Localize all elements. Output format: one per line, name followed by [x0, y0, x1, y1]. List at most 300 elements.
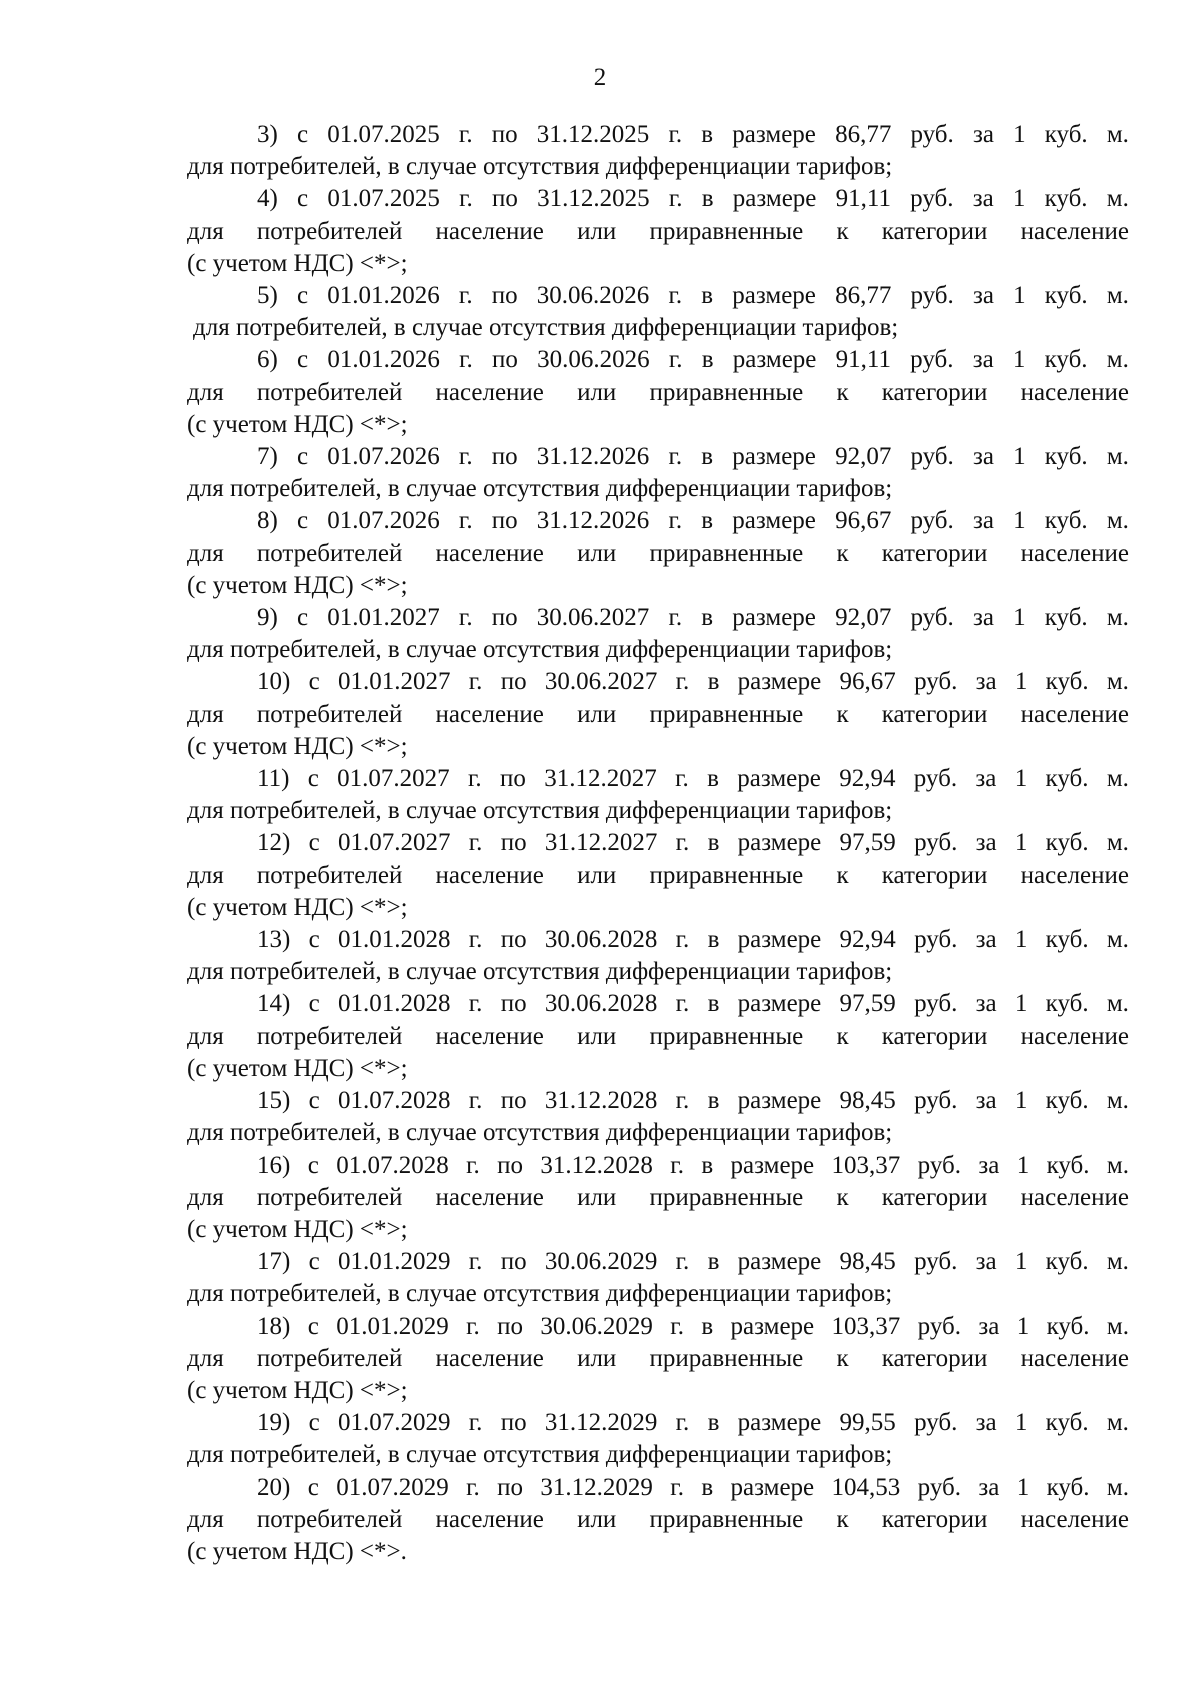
word: или — [577, 378, 617, 406]
word: к — [836, 539, 849, 567]
word: для — [187, 1022, 224, 1050]
word: куб. — [1044, 282, 1088, 310]
word: с — [296, 443, 309, 471]
word: с — [307, 1473, 319, 1501]
tariff-item-line: (с учетом НДС) <*>; — [187, 1054, 408, 1082]
word: г. — [675, 926, 690, 954]
word: руб. — [917, 1473, 961, 1501]
word: население — [435, 539, 544, 567]
word: 30.06.2028 — [544, 990, 658, 1018]
word: размере — [730, 1151, 815, 1179]
tariff-item-first-line — [187, 183, 1129, 215]
word: 31.12.2029 — [540, 1473, 653, 1501]
word: куб. — [1045, 829, 1089, 857]
word: 9) — [257, 604, 278, 632]
word: 1 — [1014, 1409, 1028, 1437]
word: потребителей — [256, 1344, 403, 1372]
word: 10) — [257, 668, 291, 696]
tariff-item-line — [187, 377, 1129, 409]
word: г. — [468, 829, 483, 857]
tariff-item-line: для потребителей, в случае отсутствия дифференциации тарифов; — [187, 636, 893, 664]
word: к — [836, 1183, 849, 1211]
word: размере — [737, 1409, 822, 1437]
word: за — [972, 346, 994, 374]
word: за — [972, 604, 994, 632]
word: 15) — [257, 1087, 291, 1115]
word: г. — [668, 346, 683, 374]
word: г. — [468, 990, 483, 1018]
word: с — [297, 346, 309, 374]
word: потребителей — [256, 861, 403, 889]
word: или — [577, 217, 617, 245]
word: с — [308, 829, 320, 857]
word: размере — [737, 1248, 822, 1276]
tariff-item-line — [187, 1182, 1129, 1214]
tariff-item — [187, 280, 1129, 344]
word: население — [1020, 1505, 1129, 1533]
word: куб. — [1046, 1312, 1090, 1340]
word: г. — [458, 121, 473, 148]
word: г. — [468, 1409, 483, 1437]
word: 31.12.2028 — [544, 1087, 658, 1115]
word: население — [1020, 700, 1129, 728]
word: 01.01.2028 — [337, 926, 451, 954]
word: куб. — [1044, 507, 1088, 535]
word: 1 — [1013, 121, 1026, 148]
word: г. — [670, 1312, 684, 1340]
word: м. — [1106, 1087, 1129, 1115]
word: население — [1020, 378, 1129, 406]
word: по — [491, 443, 518, 471]
tariff-item — [187, 183, 1129, 280]
word: в — [707, 1248, 720, 1276]
word: 01.01.2029 — [337, 1248, 451, 1276]
word: руб. — [910, 507, 954, 535]
word: по — [500, 1409, 527, 1437]
word: м. — [1106, 121, 1129, 148]
word: руб. — [910, 282, 954, 310]
word: 19) — [257, 1409, 291, 1437]
word: г. — [468, 1248, 483, 1276]
word: г. — [668, 185, 683, 213]
word: 1 — [1014, 668, 1028, 696]
word: в — [707, 1087, 720, 1115]
word: размере — [737, 926, 822, 954]
word: с — [296, 282, 309, 310]
tariff-item-first-line — [187, 1085, 1129, 1117]
word: за — [975, 1248, 997, 1276]
tariff-item — [187, 763, 1129, 827]
word: куб. — [1045, 1087, 1089, 1115]
word: для — [187, 1505, 224, 1533]
word: к — [836, 1022, 849, 1050]
word: м. — [1106, 346, 1129, 374]
word: по — [491, 121, 518, 148]
word: приравненные — [649, 861, 804, 889]
word: размере — [732, 185, 817, 213]
word: потребителей — [256, 700, 403, 728]
word: 01.07.2027 — [337, 829, 451, 857]
word: г. — [468, 1087, 483, 1115]
word: за — [978, 1312, 1000, 1340]
word: 98,45 — [839, 1248, 896, 1276]
word: 1 — [1013, 507, 1026, 535]
word: руб. — [914, 668, 958, 696]
word: г. — [458, 507, 473, 535]
word: в — [701, 185, 714, 213]
word: категории — [881, 700, 988, 728]
tariff-item-line: для потребителей, в случае отсутствия дифференциации тарифов; — [187, 153, 893, 181]
word: 01.07.2026 — [327, 443, 440, 471]
word: 31.12.2029 — [544, 1409, 658, 1437]
word: руб. — [917, 1151, 961, 1179]
word: население — [435, 861, 544, 889]
word: с — [307, 1312, 319, 1340]
word: категории — [881, 1344, 988, 1372]
tariff-item — [187, 602, 1129, 666]
word: население — [1020, 217, 1129, 245]
word: руб. — [914, 926, 958, 954]
word: за — [972, 185, 994, 213]
word: по — [500, 1087, 527, 1115]
word: 4) — [257, 185, 278, 213]
tariff-item-line: для потребителей, в случае отсутствия дифференциации тарифов; — [187, 1441, 893, 1469]
word: 30.06.2026 — [536, 282, 650, 310]
tariff-item-first-line — [187, 988, 1129, 1020]
word: г. — [459, 185, 473, 213]
tariff-item-line: (с учетом НДС) <*>; — [187, 1376, 408, 1404]
word: за — [975, 765, 997, 793]
tariff-item-line — [187, 1504, 1129, 1536]
word: размере — [732, 443, 816, 471]
word: куб. — [1045, 1248, 1089, 1276]
word: 16) — [257, 1151, 291, 1179]
word: с — [296, 121, 309, 148]
word: категории — [881, 1183, 988, 1211]
word: м. — [1106, 1248, 1129, 1276]
word: г. — [458, 604, 473, 632]
word: в — [701, 282, 714, 310]
word: по — [497, 1151, 524, 1179]
word: или — [577, 861, 617, 889]
word: 31.12.2025 — [537, 185, 650, 213]
word: 92,94 — [839, 926, 896, 954]
word: руб. — [910, 604, 954, 632]
word: с — [307, 1151, 319, 1179]
word: м. — [1106, 185, 1129, 213]
word: г. — [668, 121, 683, 148]
word: г. — [668, 604, 683, 632]
word: руб. — [914, 1409, 958, 1437]
word: руб. — [910, 443, 954, 471]
word: 01.01.2029 — [336, 1312, 449, 1340]
word: по — [500, 765, 526, 793]
word: к — [836, 861, 849, 889]
word: к — [836, 378, 849, 406]
tariff-item — [187, 441, 1129, 505]
word: 31.12.2026 — [536, 443, 650, 471]
word: для — [187, 217, 224, 245]
tariff-item — [187, 1311, 1129, 1408]
word: куб. — [1046, 1473, 1090, 1501]
word: г. — [675, 1409, 690, 1437]
word: по — [491, 604, 518, 632]
word: руб. — [917, 1312, 961, 1340]
tariff-item-line: для потребителей, в случае отсутствия дифференциации тарифов; — [187, 1280, 893, 1308]
word: 1 — [1014, 990, 1028, 1018]
tariff-item-line — [187, 860, 1129, 892]
tariff-item-line — [187, 699, 1129, 731]
word: размере — [732, 604, 816, 632]
word: г. — [670, 1473, 684, 1501]
tariff-item-first-line — [187, 119, 1129, 151]
word: 1 — [1016, 1312, 1030, 1340]
word: для — [187, 700, 224, 728]
word: м. — [1106, 604, 1129, 632]
page-number: 2 — [593, 64, 607, 91]
word: за — [975, 990, 997, 1018]
word: размере — [730, 1312, 815, 1340]
word: г. — [675, 765, 689, 793]
tariff-item-line: для потребителей, в случае отсутствия дифференциации тарифов; — [187, 797, 893, 825]
word: население — [435, 1022, 544, 1050]
tariff-item-first-line — [187, 1311, 1129, 1343]
word: 30.06.2026 — [537, 346, 650, 374]
word: г. — [675, 668, 690, 696]
word: м. — [1106, 282, 1129, 310]
word: г. — [675, 829, 690, 857]
word: куб. — [1045, 926, 1089, 954]
word: 5) — [257, 282, 278, 310]
word: с — [308, 990, 320, 1018]
word: 8) — [257, 507, 278, 535]
word: население — [435, 1183, 544, 1211]
word: к — [836, 1344, 849, 1372]
word: в — [707, 926, 720, 954]
word: с — [297, 185, 309, 213]
word: к — [836, 217, 849, 245]
tariff-item — [187, 924, 1129, 988]
word: или — [577, 1183, 617, 1211]
word: в — [701, 1312, 714, 1340]
word: в — [701, 604, 714, 632]
word: 31.12.2028 — [540, 1151, 653, 1179]
tariff-item-line: (с учетом НДС) <*>; — [187, 410, 408, 438]
word: население — [1020, 1344, 1129, 1372]
word: в — [701, 346, 714, 374]
tariff-item-line — [187, 1343, 1129, 1375]
word: приравненные — [649, 378, 804, 406]
word: категории — [881, 1505, 988, 1533]
word: в — [707, 990, 720, 1018]
word: г. — [675, 990, 690, 1018]
word: куб. — [1044, 346, 1088, 374]
word: потребителей — [256, 1505, 403, 1533]
word: 18) — [257, 1312, 291, 1340]
word: по — [492, 185, 518, 213]
word: за — [972, 121, 994, 148]
word: м. — [1106, 1473, 1129, 1501]
word: 01.07.2025 — [327, 185, 440, 213]
tariff-item-first-line — [187, 763, 1129, 795]
word: за — [975, 926, 997, 954]
word: приравненные — [649, 217, 804, 245]
word: категории — [881, 378, 988, 406]
word: 01.07.2028 — [336, 1151, 449, 1179]
word: руб. — [910, 346, 954, 374]
word: 20) — [257, 1473, 291, 1501]
word: руб. — [914, 1248, 958, 1276]
tariff-item-first-line — [187, 827, 1129, 859]
word: с — [308, 668, 320, 696]
word: категории — [881, 861, 988, 889]
word: руб. — [910, 185, 954, 213]
word: г. — [675, 1248, 690, 1276]
word: 11) — [257, 765, 290, 793]
word: население — [1020, 539, 1129, 567]
word: 31.12.2025 — [536, 121, 650, 148]
word: для — [187, 861, 224, 889]
word: население — [1020, 1183, 1129, 1211]
word: г. — [668, 282, 683, 310]
tariff-item-line: (с учетом НДС) <*>; — [187, 732, 408, 760]
word: 1 — [1013, 604, 1026, 632]
word: м. — [1106, 829, 1129, 857]
word: 91,11 — [835, 346, 891, 374]
word: 30.06.2029 — [544, 1248, 658, 1276]
word: 86,77 — [835, 282, 892, 310]
word: 96,67 — [835, 507, 892, 535]
word: размере — [730, 1473, 815, 1501]
word: 01.01.2026 — [327, 282, 440, 310]
word: в — [707, 1409, 720, 1437]
tariff-item-line: (с учетом НДС) <*>; — [187, 1215, 408, 1243]
tariff-item — [187, 1150, 1129, 1247]
word: куб. — [1045, 668, 1089, 696]
word: 6) — [257, 346, 278, 374]
word: за — [972, 443, 994, 471]
word: потребителей — [256, 1183, 403, 1211]
word: в — [707, 829, 720, 857]
word: 97,59 — [839, 990, 896, 1018]
word: 92,07 — [835, 604, 892, 632]
tariff-item-line: для потребителей, в случае отсутствия дифференциации тарифов; — [193, 314, 899, 342]
tariff-item-line — [187, 216, 1129, 248]
word: 30.06.2029 — [540, 1312, 653, 1340]
word: за — [972, 282, 994, 310]
tariff-item-line: для потребителей, в случае отсутствия дифференциации тарифов; — [187, 1119, 893, 1147]
word: куб. — [1044, 185, 1088, 213]
word: 31.12.2026 — [536, 507, 650, 535]
word: 86,77 — [835, 121, 892, 148]
word: куб. — [1044, 443, 1088, 471]
word: м. — [1106, 1312, 1129, 1340]
word: или — [577, 1344, 617, 1372]
word: потребителей — [256, 378, 403, 406]
word: 3) — [257, 121, 278, 148]
word: г. — [468, 765, 482, 793]
word: руб. — [910, 121, 954, 148]
tariff-list — [187, 119, 1129, 1568]
word: к — [836, 1505, 849, 1533]
word: 7) — [257, 443, 278, 471]
tariff-item-first-line — [187, 280, 1129, 312]
word: или — [577, 1505, 617, 1533]
word: по — [497, 1312, 524, 1340]
word: для — [187, 539, 224, 567]
tariff-item-first-line — [187, 1246, 1129, 1278]
word: 13) — [257, 926, 291, 954]
word: категории — [881, 539, 988, 567]
word: в — [701, 507, 714, 535]
word: категории — [881, 1022, 988, 1050]
word: по — [500, 990, 527, 1018]
tariff-item — [187, 119, 1129, 183]
word: г. — [466, 1473, 480, 1501]
word: 96,67 — [839, 668, 896, 696]
word: 103,37 — [831, 1151, 901, 1179]
tariff-item-first-line — [187, 1472, 1129, 1504]
word: куб. — [1045, 765, 1089, 793]
word: 01.07.2026 — [327, 507, 440, 535]
word: размере — [737, 765, 821, 793]
word: за — [978, 1151, 1000, 1179]
word: потребителей — [256, 1022, 403, 1050]
word: м. — [1106, 990, 1129, 1018]
tariff-item-first-line — [187, 924, 1129, 956]
tariff-item-first-line — [187, 505, 1129, 537]
tariff-item — [187, 344, 1129, 441]
word: население — [1020, 1022, 1129, 1050]
word: потребителей — [256, 539, 403, 567]
word: с — [296, 507, 309, 535]
word: 1 — [1014, 926, 1028, 954]
word: г. — [458, 443, 473, 471]
word: 97,59 — [839, 829, 896, 857]
word: приравненные — [649, 700, 804, 728]
word: население — [435, 378, 544, 406]
word: 01.01.2028 — [337, 990, 451, 1018]
word: 1 — [1012, 346, 1026, 374]
word: 92,07 — [835, 443, 892, 471]
word: 99,55 — [839, 1409, 896, 1437]
word: размере — [737, 668, 822, 696]
word: с — [308, 926, 320, 954]
tariff-item-first-line — [187, 344, 1129, 376]
word: г. — [459, 346, 473, 374]
word: в — [707, 668, 720, 696]
word: по — [491, 282, 518, 310]
word: 01.01.2027 — [327, 604, 440, 632]
tariff-item-line: (с учетом НДС) <*>. — [187, 1537, 407, 1565]
word: население — [435, 1344, 544, 1372]
word: 1 — [1013, 443, 1026, 471]
word: г. — [466, 1312, 480, 1340]
word: 17) — [257, 1248, 291, 1276]
word: за — [975, 668, 997, 696]
word: приравненные — [649, 1183, 804, 1211]
word: с — [308, 1087, 320, 1115]
word: население — [435, 700, 544, 728]
word: по — [491, 507, 518, 535]
word: население — [435, 1505, 544, 1533]
word: г. — [458, 282, 473, 310]
tariff-item-line: для потребителей, в случае отсутствия дифференциации тарифов; — [187, 958, 893, 986]
word: руб. — [914, 990, 958, 1018]
word: г. — [675, 1087, 690, 1115]
word: размере — [737, 990, 822, 1018]
tariff-item — [187, 827, 1129, 924]
